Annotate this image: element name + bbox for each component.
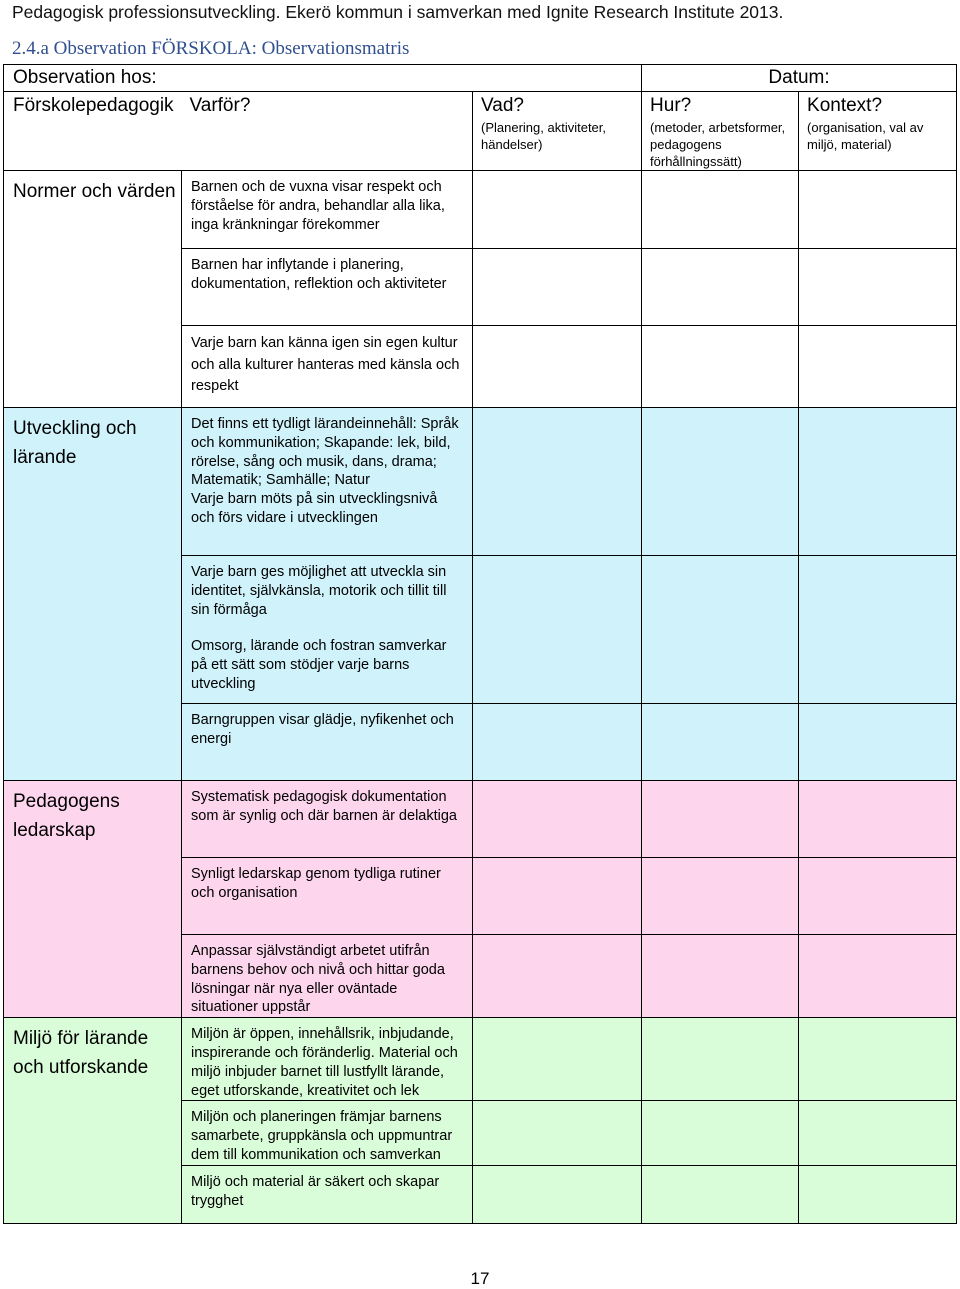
context-input[interactable] (799, 704, 957, 781)
context-input[interactable] (799, 781, 957, 858)
context-input[interactable] (799, 556, 957, 704)
how-input[interactable] (642, 858, 799, 935)
how-input[interactable] (642, 781, 799, 858)
observation-row (4, 65, 957, 92)
criterion-text: Varje barn kan känna igen sin egen kultur och alla kulturer hanteras med känsla och respekt (191, 335, 460, 394)
what-input[interactable] (473, 408, 642, 556)
criterion-cell (182, 1165, 473, 1223)
running-header: Pedagogisk professionsutveckling. Ekerö kommun i samverkan med Ignite Research Institute 2013. (12, 2, 784, 22)
criterion-cell (182, 935, 473, 1018)
context-input[interactable] (799, 935, 957, 1018)
context-input[interactable] (799, 858, 957, 935)
section-title: Normer och värden (13, 181, 176, 202)
what-input[interactable] (473, 249, 642, 326)
table-row (4, 1018, 957, 1101)
criterion-text: Barngruppen visar glädje, nyfikenhet och energi (191, 712, 454, 747)
observation-matrix (3, 64, 957, 1224)
table-row (4, 781, 957, 858)
criterion-line: Det finns ett tydligt lärandeinnehåll: Språk och kommunikation; Skapande: lek, bild, rörelse, sång och musik, dans, drama; Matematik; Samhälle; Natur (191, 416, 459, 489)
context-input[interactable] (799, 171, 957, 249)
criterion-text (182, 556, 472, 694)
criterion-cell (182, 408, 473, 556)
what-input[interactable] (473, 556, 642, 704)
observation-cell[interactable] (4, 65, 642, 92)
how-input[interactable] (642, 249, 799, 326)
what-input[interactable] (473, 326, 642, 408)
criterion-cell (182, 858, 473, 935)
criterion-text: Miljö och material är säkert och skapar trygghet (191, 1173, 440, 1209)
how-input[interactable] (642, 556, 799, 704)
section-normer (4, 171, 182, 408)
criterion-text: Barnen och de vuxna visar respekt och förståelse för andra, behandlar alla lika, inga kränkningar förekommer (191, 179, 445, 233)
criterion-cell (182, 781, 473, 858)
what-input[interactable] (473, 704, 642, 781)
criterion-text (182, 408, 472, 528)
how-input[interactable] (642, 704, 799, 781)
date-label: Datum: (768, 67, 830, 88)
what-input[interactable] (473, 1018, 642, 1101)
how-input[interactable] (642, 1101, 799, 1165)
criterion-line: Omsorg, lärande och fostran samverkar på ett sätt som stödjer varje barns utveckling (191, 638, 447, 692)
context-input[interactable] (799, 326, 957, 408)
document-title: 2.4.a Observation FÖRSKOLA: Observationsmatris (12, 38, 410, 59)
what-header-title: Vad? (481, 95, 524, 116)
area-header (4, 92, 182, 171)
page-number: 17 (470, 1269, 490, 1288)
criterion-cell (182, 171, 473, 249)
how-input[interactable] (642, 326, 799, 408)
table-row (4, 171, 957, 249)
observation-label: Observation hos: (13, 67, 157, 88)
context-header-sub: (organisation, val av miljö, material) (807, 120, 924, 152)
section-title: Pedagogens ledarskap (13, 791, 120, 841)
context-header-title: Kontext? (807, 95, 883, 116)
context-input[interactable] (799, 249, 957, 326)
criterion-text: Miljön är öppen, innehållsrik, inbjudande, inspirerande och föränderlig. Material och miljö inbjuder barnet till lustfyllt lärande, eget utforskande, kreativitet och lek (191, 1026, 458, 1099)
criterion-cell (182, 326, 473, 408)
criterion-line: Varje barn möts på sin utvecklingsnivå och förs vidare i utvecklingen (191, 491, 438, 526)
what-input[interactable] (473, 935, 642, 1018)
how-header-title: Hur? (650, 95, 692, 116)
criterion-cell (182, 249, 473, 326)
what-header (473, 92, 642, 171)
how-input[interactable] (642, 408, 799, 556)
how-input[interactable] (642, 1018, 799, 1101)
section-title: Utveckling och lärande (13, 418, 137, 468)
section-utveckling (4, 408, 182, 781)
context-input[interactable] (799, 1165, 957, 1223)
why-header (182, 92, 473, 171)
criterion-text: Miljön och planeringen främjar barnens samarbete, gruppkänsla och uppmuntrar dem till kommunikation och samverkan (191, 1109, 453, 1163)
section-ledarskap (4, 781, 182, 1018)
why-header-label: Varför? (189, 95, 251, 116)
area-header-label: Förskolepedagogik (13, 95, 174, 116)
criterion-cell (182, 1101, 473, 1165)
context-header (799, 92, 957, 171)
context-input[interactable] (799, 1101, 957, 1165)
date-cell[interactable] (642, 65, 957, 92)
header-row (4, 92, 957, 171)
what-input[interactable] (473, 1101, 642, 1165)
table-row (4, 408, 957, 556)
criterion-cell (182, 1018, 473, 1101)
criterion-cell (182, 556, 473, 704)
how-header-sub: (metoder, arbetsformer, pedagogens förhållningssätt) (650, 120, 786, 169)
how-input[interactable] (642, 171, 799, 249)
what-header-sub: (Planering, aktiviteter, händelser) (481, 120, 607, 152)
section-miljo (4, 1018, 182, 1224)
criterion-text: Anpassar självständigt arbetet utifrån barnens behov och nivå och hittar goda lösningar när nya eller oväntade situationer uppstår (191, 943, 445, 1016)
section-title: Miljö för lärande och utforskande (13, 1028, 149, 1079)
what-input[interactable] (473, 171, 642, 249)
how-header (642, 92, 799, 171)
context-input[interactable] (799, 408, 957, 556)
how-input[interactable] (642, 935, 799, 1018)
criterion-text: Systematisk pedagogisk dokumentation som är synlig och där barnen är delaktiga (191, 789, 457, 824)
criterion-text: Barnen har inflytande i planering, dokumentation, reflektion och aktiviteter (191, 257, 447, 292)
criterion-cell (182, 704, 473, 781)
context-input[interactable] (799, 1018, 957, 1101)
how-input[interactable] (642, 1165, 799, 1223)
criterion-line: Varje barn ges möjlighet att utveckla sin identitet, självkänsla, motorik och tillit till sin förmåga (191, 564, 447, 618)
what-input[interactable] (473, 781, 642, 858)
what-input[interactable] (473, 858, 642, 935)
criterion-text: Synligt ledarskap genom tydliga rutiner och organisation (191, 866, 441, 901)
what-input[interactable] (473, 1165, 642, 1223)
